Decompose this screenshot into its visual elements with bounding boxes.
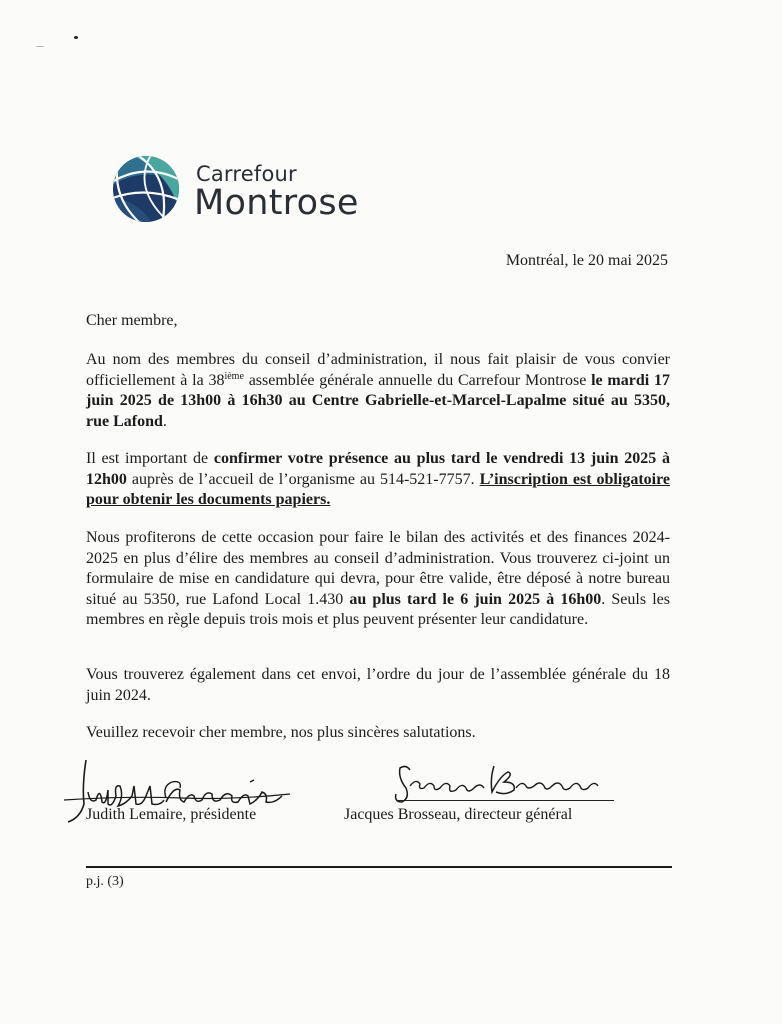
signature-line xyxy=(398,800,614,801)
carrefour-montrose-logo xyxy=(112,155,382,225)
signatory-left: Judith Lemaire, présidente xyxy=(86,806,257,823)
logo-text-montrose: Montrose xyxy=(194,183,359,223)
letter-date: Montréal, le 20 mai 2025 xyxy=(505,252,668,269)
scan-speck xyxy=(74,36,78,39)
enclosures-note: p.j. (3) xyxy=(86,874,124,889)
paragraph-confirmation: Il est important de confirmer votre présence au plus tard le vendredi 13 juin 2025 à 12h00 auprès de l’accueil de l’organisme au 514-521-7757. L’inscription est obligatoire pour obtenir les documents papiers. xyxy=(86,450,671,508)
divider xyxy=(86,866,672,868)
logo-text-carrefour: Carrefour xyxy=(196,162,297,186)
candidacy-deadline: au plus tard le 6 juin 2025 à 16h00 xyxy=(349,590,602,608)
globe-logo-icon xyxy=(112,155,180,223)
paragraph-elections: Nous profiterons de cette occasion pour faire le bilan des activités et des finances 2024-2025 en plus d’élire des membres au conseil d’administration. Vous trouverez ci-joint un formulaire de mise en candidature qui devra, pour être valide, être déposé à notre bureau situé au 5350, rue Lafond Local 1.430 au plus tard le 6 juin 2025 à 16h00. Seuls les membres en règle depuis trois mois et plus peuvent présenter leur candidature. xyxy=(86,529,670,628)
closing-line: Veuillez recevoir cher membre, nos plus sincères salutations. xyxy=(86,724,476,741)
registration-mandatory-notice: L’inscription est obligatoire pour obtenir les documents papiers. xyxy=(86,470,671,508)
paragraph-agenda: Vous trouverez également dans cet envoi, l’ordre du jour de l’assemblée générale du 18 juin 2024. xyxy=(86,666,670,704)
ordinal-superscript: ième xyxy=(224,370,244,382)
confirmation-deadline: confirmer votre présence au plus tard le vendredi 13 juin 2025 à 12h00 xyxy=(86,450,671,488)
meeting-details: le mardi 17 juin 2025 de 13h00 à 16h30 au Centre Gabrielle-et-Marcel-Lapalme situé au 5350, rue Lafond xyxy=(86,371,670,430)
paragraph-invitation: Au nom des membres du conseil d’administration, il nous fait plaisir de vous convier officiellement à la 38ième assemblée générale annuelle du Carrefour Montrose le mardi 17 juin 2025 de 13h00 à 16h30 au Centre Gabrielle-et-Marcel-Lapalme situé au 5350, rue Lafond. xyxy=(86,351,670,430)
scan-speck xyxy=(36,46,44,47)
signatory-right: Jacques Brosseau, directeur général xyxy=(344,806,573,823)
salutation: Cher membre, xyxy=(86,312,178,329)
